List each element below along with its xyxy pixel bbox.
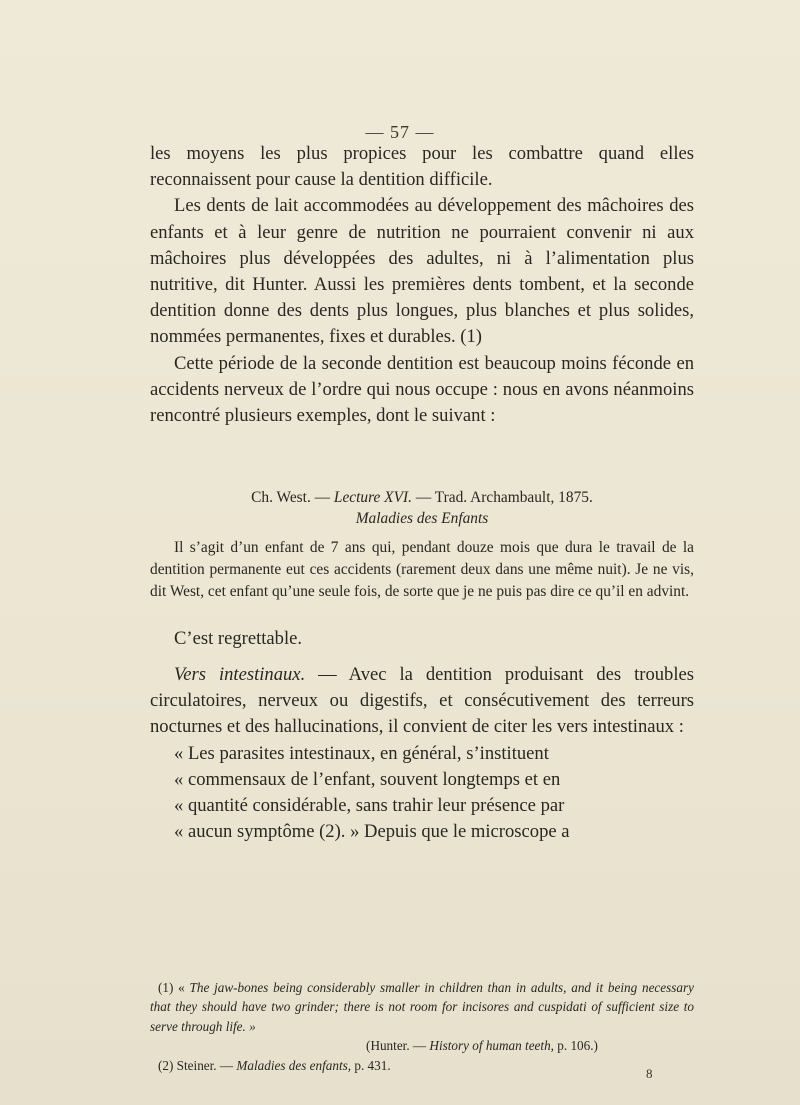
worms-intro: — Avec la dentition produisant des troubles circulatoires, nerveux ou digestifs, et consécutivement des terreurs nocturnes et des hallucinations, il convient de citer les vers intestinaux :	[150, 664, 694, 738]
case-paragraph: Il s’agit d’un enfant de 7 ans qui, pendant douze mois que dura le travail de la dentition permanente eut ces accidents (rarement deux dans une même nuit). Je ne vis, dit West, cet enfant qu’une seule fois, de sorte que je ne puis pas dire ce qu’il en advint.	[150, 539, 694, 600]
footnote-2-marker: (2) Steiner. —	[158, 1057, 234, 1073]
footnote-1	[150, 978, 694, 1036]
footnote-2-page: p. 431.	[354, 1057, 391, 1073]
signature-mark: 8	[646, 1066, 653, 1081]
reference-author: Ch. West. —	[251, 489, 331, 506]
main-text	[150, 141, 694, 429]
regret-block	[150, 626, 694, 652]
footnote-2-title: Maladies des enfants,	[236, 1057, 352, 1073]
quote-line-3: « quantité considérable, sans trahir leur présence par	[174, 795, 565, 817]
quote-line-2: « commensaux de l’enfant, souvent longtemps et en	[174, 768, 561, 790]
footnote-1-text: The jaw-bones being considerably smaller in children than in adults, and it being necessary that they should have two grinder; there is not room for incisores and cuspidati of sufficient size to serve through life. »	[150, 980, 694, 1034]
reference-lecture: Lecture XVI.	[333, 489, 412, 506]
footnote-2	[150, 1056, 694, 1075]
worms-paragraph	[150, 662, 694, 741]
case-text-block	[150, 537, 694, 602]
footnote-1-marker: (1) «	[158, 980, 185, 995]
quote-line-1: « Les parasites intestinaux, en général, s’instituent	[174, 742, 549, 764]
worms-section	[150, 662, 694, 845]
footnote-1-attribution	[150, 1036, 694, 1055]
footnote-1-author: (Hunter. —	[366, 1038, 427, 1054]
paragraph-milk-teeth: Les dents de lait accommodées au développement des mâchoires des enfants et à leur genre de nutrition ne pourraient convenir ni aux mâchoires plus développées des adultes, ni à l’alimentation plus nutritive, dit Hunter. Aussi les premières dents tombent, et la seconde dentition donne des dents plus longues, plus blanches et plus solides, nommées permanentes, fixes et durables. (1)	[150, 195, 694, 348]
paragraph-second-dentition: Cette période de la seconde dentition est beaucoup moins féconde en accidents nerveux de l’ordre qui nous occupe : nous en avons néanmoins rencontré plusieurs exemples, dont le suivant :	[150, 352, 694, 427]
footnote-1-title: History of human teeth,	[429, 1038, 554, 1054]
worms-heading: Vers intestinaux.	[174, 664, 306, 685]
paragraph-continuation: les moyens les plus propices pour les combattre quand elles reconnaissent pour cause la dentition difficile.	[150, 143, 694, 191]
reference-citation	[150, 487, 694, 529]
reference-title: Maladies des Enfants	[355, 510, 489, 527]
footnotes	[150, 978, 694, 1075]
quote-line-4: « aucun symptôme (2). » Depuis que le microscope a	[174, 821, 570, 843]
page-number: — 57 —	[365, 122, 435, 142]
reference-translation: — Trad. Archambault, 1875.	[415, 489, 593, 506]
regret-line: C’est regrettable.	[174, 628, 303, 649]
footnote-1-page: p. 106.)	[557, 1038, 598, 1054]
